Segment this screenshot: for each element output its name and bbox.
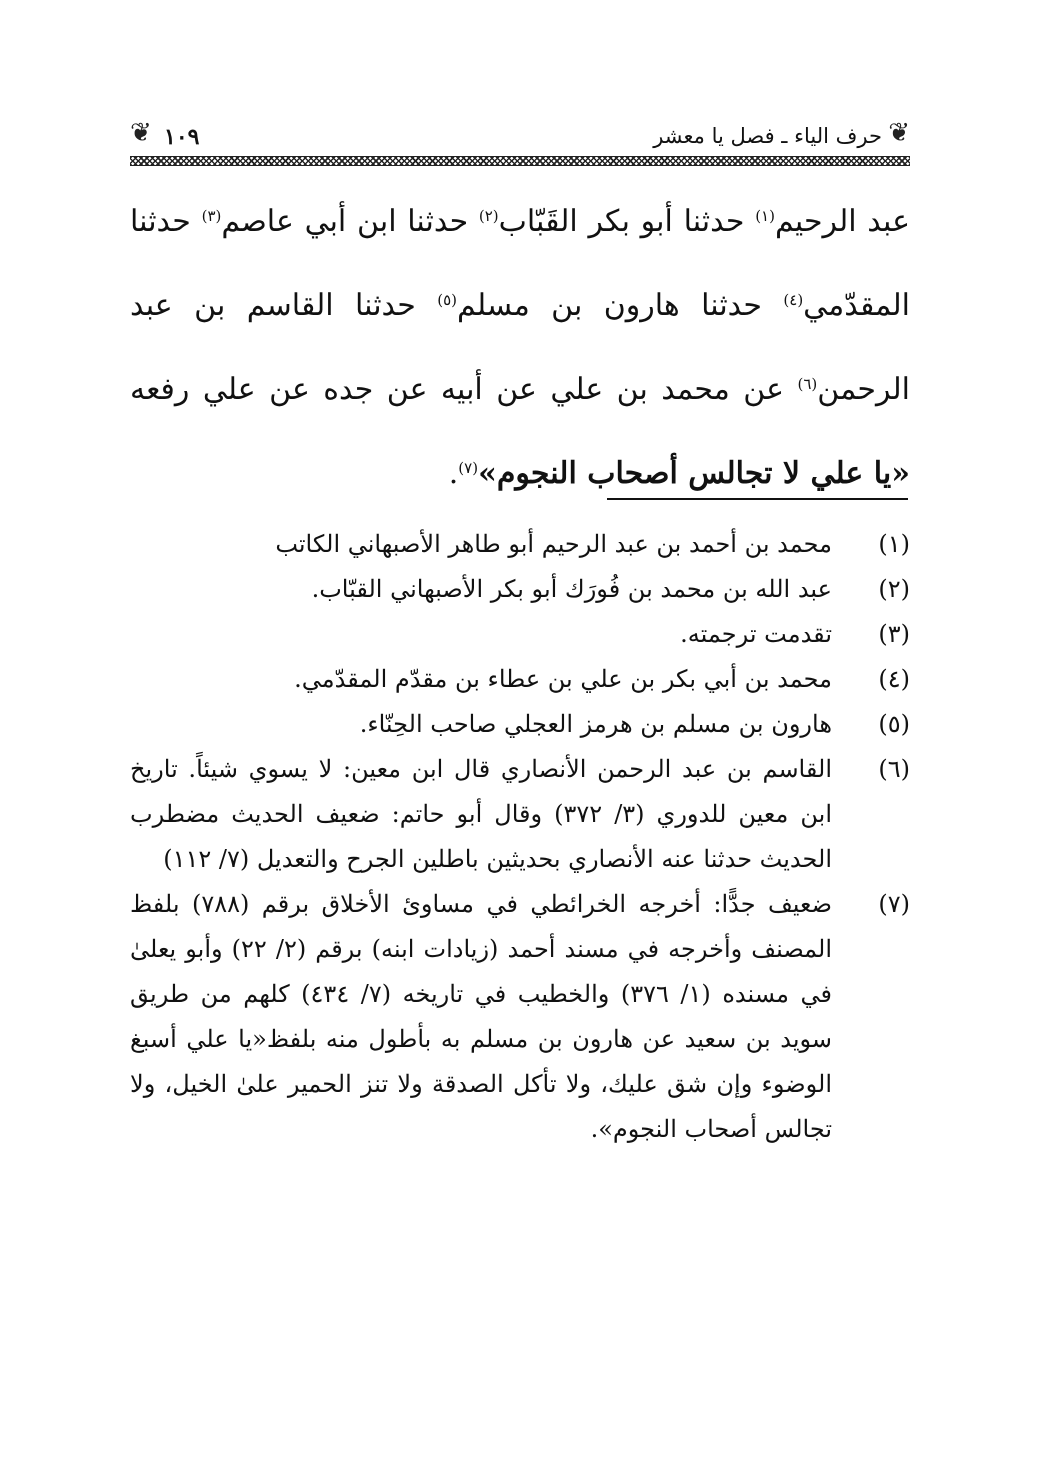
footnote-ref: (١) xyxy=(755,207,775,225)
ornament-left-icon: ❦ xyxy=(130,118,152,148)
footnotes xyxy=(130,522,910,1152)
hadith-quote: «يا علي لا تجالس أصحاب النجوم» xyxy=(478,456,910,491)
footnote-text: هارون بن مسلم بن هرمز العجلي صاحب الحِنّاء. xyxy=(359,710,832,738)
footnote-ref: (٦) xyxy=(797,375,818,393)
footnote xyxy=(130,612,910,657)
text-run: عبد الرحيم xyxy=(774,204,911,239)
footnote xyxy=(130,702,910,747)
text-run: حدثنا ابن أبي عاصم xyxy=(221,204,479,239)
text-run: . xyxy=(448,456,459,491)
footnote-number: (٥) xyxy=(878,710,910,738)
footnote-text: محمد بن أبي بكر بن علي بن عطاء بن مقدّم المقدّمي. xyxy=(294,665,832,693)
footnote-ref: (٧) xyxy=(458,459,479,477)
footnote-number: (٧) xyxy=(878,890,910,918)
footnote xyxy=(130,567,910,612)
footnote-text: ضعيف جدًّا: أخرجه الخرائطي في مساوئ الأخلاق برقم (٧٨٨) بلفظ المصنف وأخرجه في مسند أحمد (زيادات ابنه) برقم (٢/ ٢٢) وأبو يعلىٰ في مسنده (١/ ٣٧٦) والخطيب في تاريخه (٧/ ٤٣٤) كلهم من طريق سويد بن سعيد عن هارون بن مسلم به بأطول منه بلفظ«يا علي أسبغ الوضوء وإن شق عليك، ولا تأكل الصدقة ولا تنز الحمير علىٰ الخيل، ولا تجالس أصحاب النجوم». xyxy=(130,890,833,1143)
footnote-text: محمد بن أحمد بن عبد الرحيم أبو طاهر الأصبهاني الكاتب xyxy=(275,530,832,558)
main-text xyxy=(130,180,910,516)
footnote xyxy=(130,747,910,882)
footnote-text: تقدمت ترجمته. xyxy=(680,620,832,648)
footnote xyxy=(130,522,910,567)
text-run: حدثنا هارون بن مسلم xyxy=(457,288,784,323)
main-paragraph xyxy=(130,180,910,516)
footnote-text: عبد الله بن محمد بن فُورَك أبو بكر الأصبهاني القبّاب. xyxy=(311,575,832,603)
page-number: ١٠٩ xyxy=(164,124,200,150)
footnote-number: (٣) xyxy=(878,620,910,648)
footnote-number: (٤) xyxy=(878,665,910,693)
footnote-ref: (٥) xyxy=(437,291,458,309)
text-run: حدثنا أبو بكر القَبّاب xyxy=(498,204,756,239)
page-header xyxy=(130,118,910,170)
footnote xyxy=(130,882,910,1152)
footnote-number: (٦) xyxy=(878,755,910,783)
footnote-separator xyxy=(607,498,908,500)
footnote-number: (٢) xyxy=(878,575,910,603)
text-run: حدثنا المقدّمي xyxy=(130,204,910,323)
running-title: حرف الياء ـ فصل يا معشر xyxy=(653,124,882,148)
ornament-right-icon: ❦ xyxy=(888,118,910,148)
footnote-ref: (٣) xyxy=(201,207,222,225)
footnote-number: (١) xyxy=(878,530,910,558)
footnote-ref: (٢) xyxy=(478,207,499,225)
footnote-text: القاسم بن عبد الرحمن الأنصاري قال ابن معين: لا يسوي شيئاً. تاريخ ابن معين للدوري (٣/ ٣٧٢) وقال أبو حاتم: ضعيف الحديث مضطرب الحديث حدثنا عنه الأنصاري بحديثين باطلين الجرح والتعديل (٧/ ١١٢) xyxy=(130,755,832,873)
footnote-ref: (٤) xyxy=(783,291,804,309)
header-ornamental-rule xyxy=(130,156,910,166)
text-run: حدثنا القاسم بن عبد الرحمن xyxy=(130,288,910,407)
text-run: عن محمد بن علي عن أبيه عن جده عن علي رفعه xyxy=(130,372,798,407)
footnote xyxy=(130,657,910,702)
